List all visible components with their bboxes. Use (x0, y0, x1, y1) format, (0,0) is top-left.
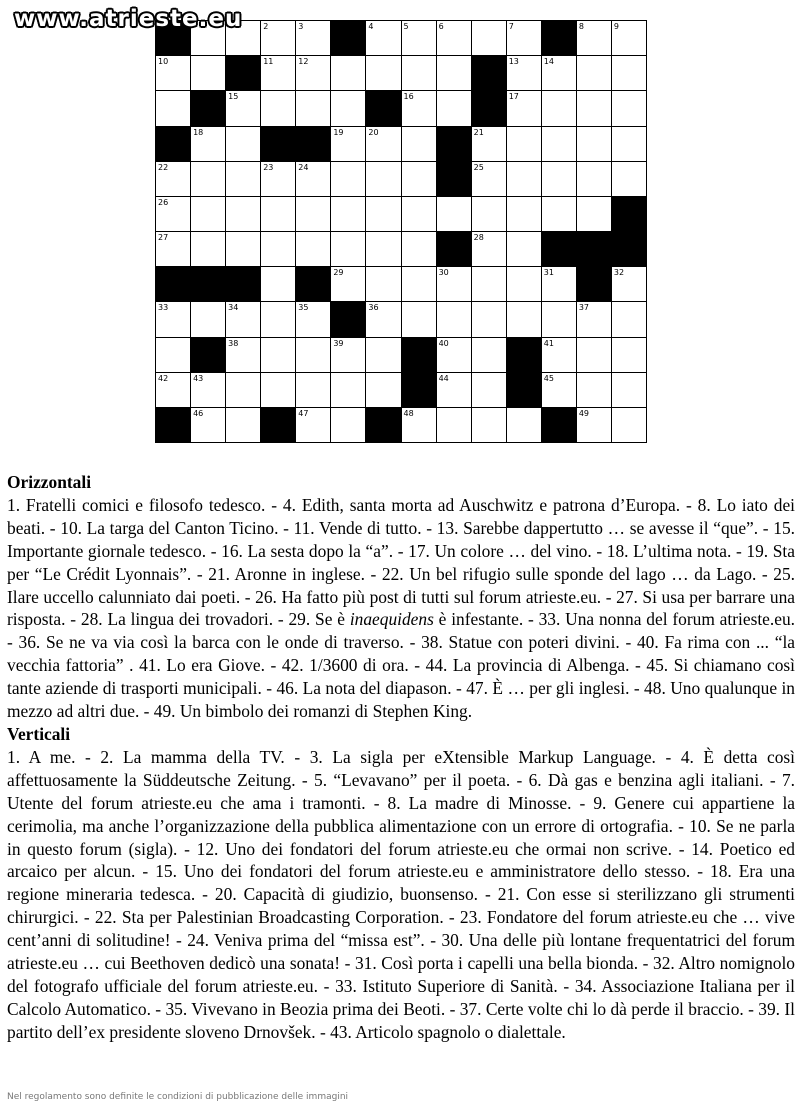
grid-cell[interactable] (191, 373, 226, 408)
grid-cell[interactable] (402, 21, 437, 56)
grid-cell[interactable] (577, 162, 612, 197)
grid-cell[interactable] (261, 338, 296, 373)
clue-number: 43 (193, 373, 204, 383)
grid-cell[interactable] (542, 338, 577, 373)
grid-cell[interactable] (472, 338, 507, 373)
grid-cell[interactable] (577, 197, 612, 232)
black-cell (577, 267, 612, 302)
black-cell (331, 21, 366, 56)
grid-cell[interactable] (472, 408, 507, 443)
clue-number: 2 (263, 22, 269, 31)
grid-cell[interactable] (261, 232, 296, 267)
black-cell (226, 56, 261, 91)
grid-cell[interactable] (366, 302, 401, 337)
grid-cell[interactable] (472, 267, 507, 302)
clue-number: 47 (298, 408, 309, 418)
grid-cell[interactable] (612, 162, 647, 197)
clue-number: 8 (578, 22, 584, 31)
black-cell (402, 338, 437, 373)
grid-cell[interactable] (191, 56, 226, 91)
clue-number: 48 (403, 408, 414, 418)
grid-cell[interactable] (577, 56, 612, 91)
verticali-heading: Verticali (7, 723, 71, 744)
grid-cell[interactable] (366, 232, 401, 267)
clues-section (7, 471, 795, 1044)
grid-cell[interactable] (226, 162, 261, 197)
clue-number: 37 (578, 303, 590, 313)
clue-number: 38 (228, 338, 239, 348)
grid-cell[interactable] (507, 267, 542, 302)
grid-cell[interactable] (402, 127, 437, 162)
grid-cell[interactable] (366, 373, 401, 408)
grid-cell[interactable] (296, 373, 331, 408)
grid-cell[interactable] (507, 56, 542, 91)
grid-cell[interactable] (612, 302, 647, 337)
clue-number: 31 (543, 268, 554, 278)
clue-number: 4 (368, 22, 374, 31)
grid-cell[interactable] (437, 408, 472, 443)
grid-cell[interactable] (612, 267, 647, 302)
orizzontali-text-after: è infestante. - 33. Una nonna del forum atrieste.eu. - 36. Se ne va via così la barca con le onde di traverso. - 38. Statue con poteri divini. - 40. Fa rima con ... “la vecchia fattoria” . 41. Lo era Giove. - 42. 1/3600 di ora. - 44. La provincia di Albenga. - 45. Si chiamano così tante aziende di trasporti municipali. - 46. La nota del diapason. - 47. È … per gli inglesi. - 48. Uno qualunque in mezzo ad altri due. - 49. Un bimbolo dei romanzi di Stephen King. (7, 609, 795, 722)
grid-cell[interactable] (331, 162, 366, 197)
black-cell (261, 127, 296, 162)
grid-cell[interactable] (577, 127, 612, 162)
grid-cell[interactable] (402, 408, 437, 443)
grid-cell[interactable] (296, 232, 331, 267)
site-watermark: www.atrieste.eu (14, 6, 243, 32)
black-cell (296, 127, 331, 162)
clue-number: 40 (438, 338, 449, 348)
grid-cell[interactable] (612, 56, 647, 91)
clue-number: 32 (613, 268, 625, 278)
grid-cell[interactable] (507, 232, 542, 267)
grid-cell[interactable] (331, 232, 366, 267)
grid-cell[interactable] (577, 338, 612, 373)
grid-cell[interactable] (296, 302, 331, 337)
clue-number: 12 (298, 57, 309, 67)
clue-number: 34 (228, 303, 239, 313)
footer-note: Nel regolamento sono definite le condizioni di pubblicazione delle immagini (7, 1092, 349, 1102)
grid-cell[interactable] (472, 232, 507, 267)
clue-number: 33 (158, 303, 169, 313)
black-cell (191, 91, 226, 126)
clue-number: 9 (613, 22, 620, 31)
grid-cell[interactable] (331, 197, 366, 232)
grid-cell[interactable] (191, 232, 226, 267)
black-cell (437, 162, 472, 197)
grid-cell[interactable] (612, 91, 647, 126)
grid-cell[interactable] (226, 338, 261, 373)
grid-cell[interactable] (402, 91, 437, 126)
grid-cell[interactable] (156, 197, 191, 232)
grid-cell[interactable] (261, 197, 296, 232)
grid-cell[interactable] (437, 197, 472, 232)
grid-cell[interactable] (261, 373, 296, 408)
clue-number: 35 (298, 303, 309, 313)
grid-cell[interactable] (226, 408, 261, 443)
black-cell (472, 91, 507, 126)
black-cell (226, 267, 261, 302)
grid-cell[interactable] (226, 127, 261, 162)
grid-cell[interactable] (542, 373, 577, 408)
clue-number: 13 (508, 57, 519, 67)
grid-cell[interactable] (226, 373, 261, 408)
grid-cell[interactable] (402, 197, 437, 232)
orizzontali-italic: inaequidens (349, 609, 434, 630)
grid-cell[interactable] (402, 267, 437, 302)
clue-number: 16 (403, 92, 414, 102)
black-cell (542, 232, 577, 267)
verticali-clues: 1. A me. - 2. La mamma della TV. - 3. La sigla per eXtensible Markup Language. - 4. È detta così affettuosamente la Süddeutsche Zeitung. - 5. “Levavano” per il poeta. - 6. Dà gas e benzina agli italiani. - 7. Utente del forum atrieste.eu che ama i tramonti. - 8. La madre di Minosse. - 9. Genere cui appartiene la cerimolia, ma anche l’organizzazione della pubblica alimentazione con un errore di ortografia. - 10. Se ne parla in questo forum (sigla). - 12. Uno dei fondatori del forum atrieste.eu che ormai non scrive. - 14. Poetico ed arcaico per alcun. - 15. Uno dei fondatori del forum atrieste.eu e amministratore dello stesso. - 18. Era una regione mineraria tedesca. - 20. Capacità di giudizio, buonsenso. - 21. Con esse si sterilizzano gli strumenti chirurgici. - 22. Sta per Palestinian Broadcasting Corporation. - 23. Fondatore del forum atrieste.eu che … vive cent’anni di solitudine! - 24. Veniva prima del “missa est”. - 30. Una delle più lontane frequentatrici del forum atrieste.eu … cui Beethoven dedicò una sonata! - 31. Così porta i capelli una bella bionda. - 32. Altro nomignolo del fotografo ufficiale del forum atrieste.eu. - 33. Istituto Superiore di Sanità. - 34. Associazione Italiana per il Calcolo Automatico. - 35. Vivevano in Beozia prima dei Beoti. - 37. Certe volte chi lo dà perde il braccio. - 39. Il partito dell’ex presidente sloveno Drnovšek. - 43. Articolo spagnolo o dialettale. (7, 746, 795, 1042)
grid-cell[interactable] (542, 162, 577, 197)
grid-cell[interactable] (472, 197, 507, 232)
grid-cell[interactable] (296, 338, 331, 373)
grid-cell[interactable] (191, 162, 226, 197)
clue-number: 49 (578, 408, 590, 418)
black-cell (366, 408, 401, 443)
grid-cell[interactable] (331, 373, 366, 408)
grid-cell[interactable] (156, 302, 191, 337)
black-cell (156, 408, 191, 443)
grid-cell[interactable] (402, 56, 437, 91)
crossword-grid (155, 20, 647, 443)
grid-cell[interactable] (507, 302, 542, 337)
grid-cell[interactable] (437, 91, 472, 126)
grid-cell[interactable] (226, 91, 261, 126)
clue-number: 18 (193, 127, 204, 137)
grid-cell[interactable] (507, 91, 542, 126)
grid-cell[interactable] (437, 267, 472, 302)
black-cell (156, 267, 191, 302)
clue-number: 5 (403, 22, 409, 31)
grid-cell[interactable] (542, 127, 577, 162)
grid-cell[interactable] (507, 127, 542, 162)
grid-cell[interactable] (261, 21, 296, 56)
clue-number: 14 (543, 57, 554, 67)
grid-cell[interactable] (191, 408, 226, 443)
grid-cell[interactable] (612, 408, 647, 443)
black-cell (366, 91, 401, 126)
grid-cell[interactable] (296, 21, 331, 56)
black-cell (577, 232, 612, 267)
clue-number: 6 (438, 22, 444, 31)
clue-number: 26 (158, 197, 169, 207)
grid-cell[interactable] (542, 267, 577, 302)
black-cell (542, 408, 577, 443)
clue-number: 39 (333, 338, 344, 348)
grid-cell[interactable] (156, 91, 191, 126)
grid-cell[interactable] (226, 302, 261, 337)
grid-cell[interactable] (261, 162, 296, 197)
grid-cell[interactable] (296, 162, 331, 197)
clue-number: 11 (263, 57, 274, 67)
grid-cell[interactable] (156, 56, 191, 91)
grid-cell[interactable] (507, 162, 542, 197)
black-cell (507, 338, 542, 373)
grid-cell[interactable] (612, 21, 647, 56)
grid-cell[interactable] (507, 21, 542, 56)
black-cell (612, 232, 647, 267)
black-cell (191, 267, 226, 302)
clue-number: 42 (158, 373, 169, 383)
grid-cell[interactable] (366, 127, 401, 162)
clue-number: 17 (508, 92, 519, 102)
orizzontali-text: 1. Fratelli comici e filosofo tedesco. - 4. Edith, santa morta ad Auschwitz e patrona d’Europa. - 8. Lo iato dei beati. - 10. La targa del Canton Ticino. - 11. Vende di tutto. - 13. Sarebbe dappertutto … se avesse il “que”. - 15. Importante giornale tedesco. - 16. La sesta dopo la “a”. - 17. Un colore … del vino. - 18. L’ultima nota. - 19. Sta per “Le Crédit Lyonnais”. - 21. Aronne in inglese. - 22. Un bel rifugio sulle sponde del lago … da Lago. - 25. Ilare uccello calunniato dai poeti. - 26. Ha fatto più post di tutti sul forum atrieste.eu. - 27. Si usa per barrare una risposta. - 28. La lingua dei trovadori. - 29. Se è (7, 494, 795, 630)
clue-number: 27 (158, 233, 169, 242)
grid-cell[interactable] (542, 56, 577, 91)
black-cell (437, 232, 472, 267)
grid-cell[interactable] (507, 197, 542, 232)
grid-cell[interactable] (261, 56, 296, 91)
black-cell (612, 197, 647, 232)
clue-number: 21 (473, 127, 484, 137)
grid-cell[interactable] (507, 408, 542, 443)
grid-cell[interactable] (296, 91, 331, 126)
grid-cell[interactable] (437, 21, 472, 56)
grid-cell[interactable] (577, 91, 612, 126)
black-cell (507, 373, 542, 408)
clue-number: 46 (193, 408, 204, 418)
black-cell (296, 267, 331, 302)
grid-cell[interactable] (191, 197, 226, 232)
grid-cell[interactable] (472, 127, 507, 162)
clue-number: 30 (438, 268, 449, 278)
grid-cell[interactable] (191, 127, 226, 162)
black-cell (472, 56, 507, 91)
orizzontali-heading: Orizzontali (7, 472, 92, 492)
clue-number: 28 (473, 233, 484, 242)
grid-cell[interactable] (331, 338, 366, 373)
grid-cell[interactable] (296, 408, 331, 443)
orizzontali-clues (7, 494, 795, 723)
grid-cell[interactable] (226, 232, 261, 267)
grid-cell[interactable] (261, 91, 296, 126)
grid-cell[interactable] (296, 56, 331, 91)
grid-cell[interactable] (542, 302, 577, 337)
grid-cell[interactable] (542, 197, 577, 232)
grid-cell[interactable] (261, 267, 296, 302)
black-cell (156, 127, 191, 162)
grid-cell[interactable] (472, 373, 507, 408)
grid-cell[interactable] (296, 197, 331, 232)
grid-cell[interactable] (402, 302, 437, 337)
grid-cell[interactable] (577, 21, 612, 56)
grid-cell[interactable] (437, 56, 472, 91)
clue-number: 10 (158, 57, 169, 67)
clue-number: 23 (263, 162, 274, 172)
clue-number: 19 (333, 127, 344, 137)
grid-cell[interactable] (366, 21, 401, 56)
grid-cell[interactable] (226, 197, 261, 232)
grid-cell[interactable] (366, 197, 401, 232)
grid-cell[interactable] (156, 232, 191, 267)
grid-cell[interactable] (437, 302, 472, 337)
grid-cell[interactable] (612, 127, 647, 162)
grid-cell[interactable] (577, 408, 612, 443)
clue-number: 7 (508, 22, 514, 31)
clue-number: 45 (543, 373, 554, 383)
grid-cell[interactable] (331, 127, 366, 162)
grid-cell[interactable] (437, 373, 472, 408)
grid-cell[interactable] (612, 338, 647, 373)
clue-number: 25 (473, 162, 484, 172)
grid-cell[interactable] (366, 56, 401, 91)
grid-cell[interactable] (366, 267, 401, 302)
clue-number: 29 (333, 268, 344, 278)
grid-cell[interactable] (577, 373, 612, 408)
black-cell (402, 373, 437, 408)
black-cell (191, 338, 226, 373)
grid-cell[interactable] (437, 338, 472, 373)
clue-number: 36 (368, 303, 379, 313)
grid-cell[interactable] (542, 91, 577, 126)
grid-cell[interactable] (402, 162, 437, 197)
grid-cell[interactable] (156, 338, 191, 373)
clue-number: 3 (298, 22, 304, 31)
clue-number: 41 (543, 338, 554, 348)
clue-number: 44 (438, 373, 449, 383)
clue-number: 24 (298, 162, 309, 172)
grid-cell[interactable] (577, 302, 612, 337)
clue-number: 22 (158, 162, 169, 172)
grid-cell[interactable] (331, 91, 366, 126)
clue-number: 20 (368, 127, 379, 137)
grid-cell[interactable] (366, 162, 401, 197)
grid-cell[interactable] (472, 162, 507, 197)
grid-cell[interactable] (191, 302, 226, 337)
clue-number: 15 (228, 92, 239, 102)
grid-cell[interactable] (331, 56, 366, 91)
black-cell (542, 21, 577, 56)
grid-cell[interactable] (156, 373, 191, 408)
grid-cell[interactable] (366, 338, 401, 373)
grid-cell[interactable] (156, 162, 191, 197)
grid-cell[interactable] (261, 302, 296, 337)
black-cell (261, 408, 296, 443)
grid-cell[interactable] (402, 232, 437, 267)
grid-cell[interactable] (472, 21, 507, 56)
black-cell (331, 302, 366, 337)
grid-cell[interactable] (472, 302, 507, 337)
black-cell (437, 127, 472, 162)
grid-cell[interactable] (331, 408, 366, 443)
grid-cell[interactable] (331, 267, 366, 302)
grid-cell[interactable] (612, 373, 647, 408)
